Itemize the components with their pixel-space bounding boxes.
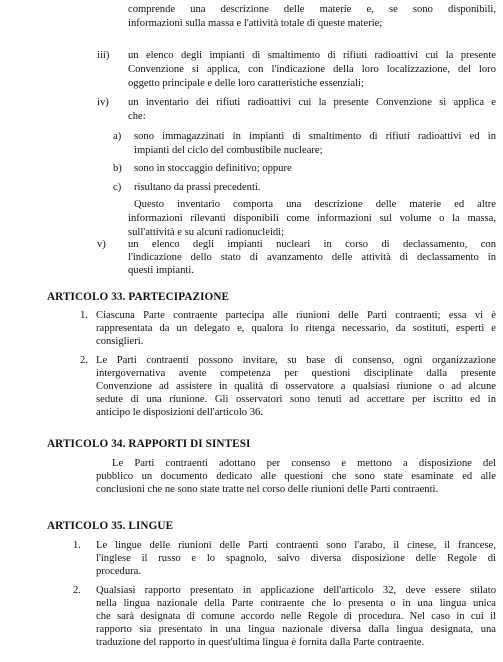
art35-paragraph-1-line-1: Le lingue delle riunioni delle Parti contraenti sono l'arabo, il cinese, il francese, <box>96 540 496 551</box>
list-item-iii-line-1: un elenco degli impianti di smaltimento di rifiuti radioattivi cui la presente <box>128 50 496 61</box>
art33-paragraph-2-line-4: sedute di una riunione. Gli osservatori sono tenuti ad accettare per iscritto ed in <box>96 394 496 405</box>
art33-paragraph-1-number: 1. <box>80 310 88 321</box>
article-34-heading: ARTICOLO 34. RAPPORTI DI SINTESI <box>47 438 251 450</box>
inventory-paragraph-line-3: sull'attività e su alcuni radionucleidi; <box>128 227 285 238</box>
article-35-heading: ARTICOLO 35. LINGUE <box>47 520 174 532</box>
article-33-heading: ARTICOLO 33. PARTECIPAZIONE <box>47 291 230 303</box>
art33-paragraph-1-line-1: Ciascuna Parte contraente partecipa alle riunioni delle Parti contraenti; essa vi è <box>96 310 496 321</box>
sub-item-b-text: sono in stoccaggio definitivo; oppure <box>134 163 292 174</box>
list-item-v-line-3: questi impianti. <box>128 265 194 276</box>
inventory-paragraph-line-2: informazioni rilevanti disponibili come informazioni sul volume o la massa, <box>128 213 496 224</box>
list-item-v-line-1: un elenco degli impianti nucleari in corso di declassamento, con <box>128 239 496 250</box>
list-item-iv-line-2: che: <box>128 111 146 122</box>
sub-item-c-text: risultano da prassi precedenti. <box>134 182 261 193</box>
art33-paragraph-2-line-5: anticipo le disposizioni dell'articolo 36. <box>96 407 263 418</box>
art35-paragraph-1-line-3: procedura. <box>96 566 141 577</box>
list-item-iv-number: iv) <box>97 97 109 108</box>
art33-paragraph-2-line-2: intergovernativa avente competenza per questioni disciplinate dalla presente <box>96 368 496 379</box>
art35-paragraph-1-line-2: l'inglese il russo e lo spagnolo, salvo diversa disposizione delle Regole di <box>96 553 496 564</box>
art35-paragraph-2-line-4: rapporto sia presentato in una lingua nazionale diversa dalla lingua designata, una <box>96 624 496 635</box>
list-item-v-number: v) <box>97 239 106 250</box>
art35-paragraph-2-line-1: Qualsiasi rapporto presentato in applicazione dell'articolo 32, deve essere stilato <box>96 585 496 596</box>
list-item-iv-line-1: un inventario dei rifiuti radioattivi cui la presente Convenzione si applica e <box>128 97 496 108</box>
sub-item-c-letter: c) <box>113 182 122 193</box>
art35-paragraph-2-line-3: che sarà designata di comune accordo nelle Regole di procedura. Nel caso in cui il <box>96 611 496 622</box>
sub-item-b-letter: b) <box>113 163 122 174</box>
art34-line-2: pubblico un documento dedicato alle questioni che sono state esaminate ed alle <box>96 471 496 482</box>
list-item-iii-number: iii) <box>97 50 110 61</box>
art34-line-1: Le Parti contraenti adottano per consenso e mettono a disposizione del <box>112 458 496 469</box>
art33-paragraph-1-line-2: rappresentata da un delegato e, qualora lo ritenga necessario, da sostituti, esperti e <box>96 323 496 334</box>
art33-paragraph-2-number: 2. <box>80 355 88 366</box>
list-item-iii-line-3: oggetto principale e delle loro caratteristiche essenziali; <box>128 78 364 89</box>
sub-item-a-letter: a) <box>113 131 122 142</box>
art35-paragraph-2-line-2: nella lingua nazionale della Parte contraente che lo presenta o in una lingua unica <box>96 598 496 609</box>
sub-item-a-line-1: sono immagazzinati in impianti di smaltimento di rifiuti radioattivi ed in <box>134 131 496 142</box>
inventory-paragraph-line-1: Questo inventario comporta una descrizione delle materie ed altre <box>134 199 496 210</box>
art34-line-3: conclusioni che ne sono state tratte nel corso delle riunioni delle Parti contraenti. <box>96 484 439 495</box>
sub-item-a-line-2: impianti del ciclo del combustibile nucleare; <box>134 145 323 156</box>
art35-paragraph-2-line-5: traduzione del rapporto in quest'ultima lingua è fornita dalla Parte contraente. <box>96 637 425 648</box>
art35-paragraph-1-number: 1. <box>73 540 81 551</box>
art33-paragraph-1-line-3: consiglieri. <box>96 336 144 347</box>
art35-paragraph-2-number: 2. <box>73 585 81 596</box>
art33-paragraph-2-line-3: Convenzione ad assistere in qualità di osservatore a qualsiasi riunione o ad alcune <box>96 381 496 392</box>
list-item-iii-line-2: Convenzione si applica, con l'indicazione della loro localizzazione, del loro <box>128 64 496 75</box>
list-continuation-line-1: comprende una descrizione delle materie e, se sono disponibili, <box>128 4 496 15</box>
list-continuation-line-2: informazioni sulla massa e l'attività totale di queste materie; <box>128 18 383 29</box>
art33-paragraph-2-line-1: Le Parti contraenti possono invitare, su base di consenso, ogni organizzazione <box>96 355 496 366</box>
list-item-v-line-2: l'indicazione dello stato di avanzamento delle attività di declassamento in <box>128 252 496 263</box>
